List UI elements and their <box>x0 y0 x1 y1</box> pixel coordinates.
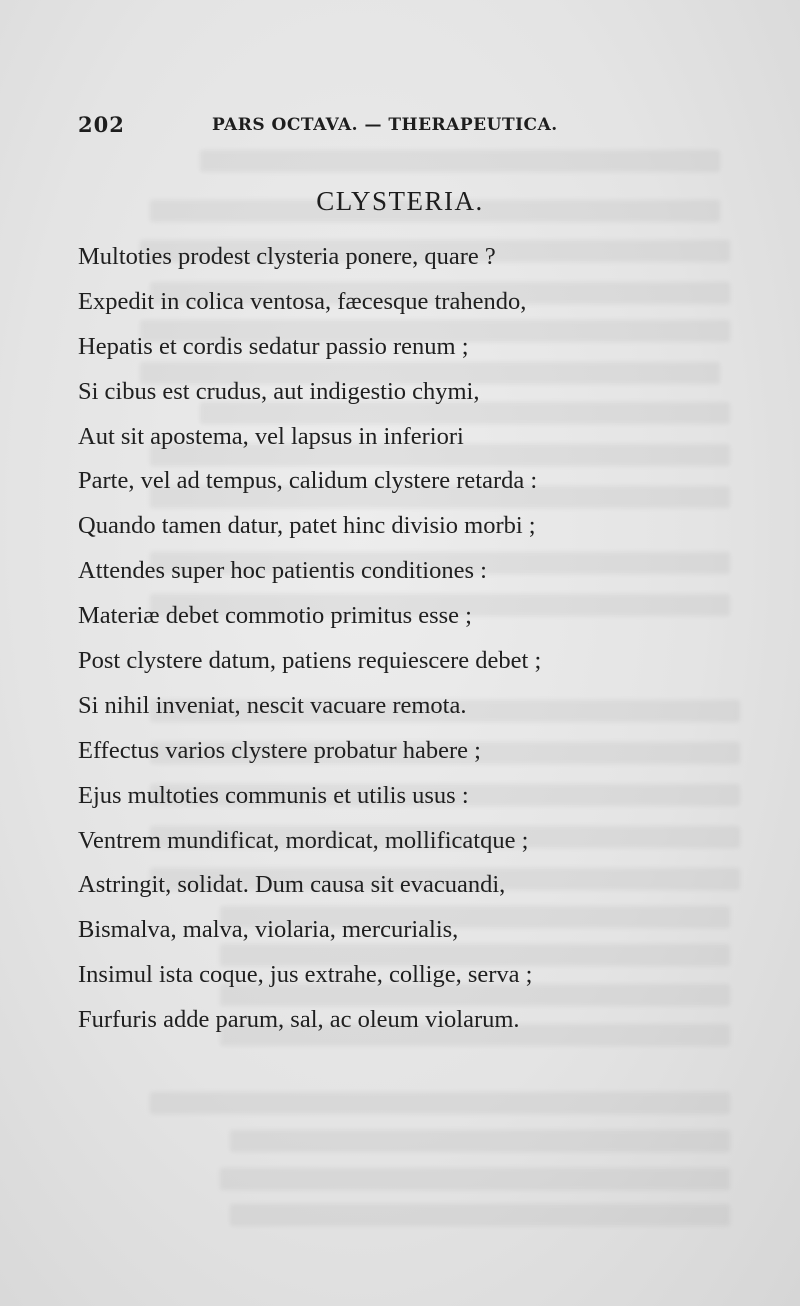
verse-line: Parte, vel ad tempus, calidum clystere retarda : <box>78 467 538 495</box>
page-number: 202 <box>78 112 125 137</box>
verse-line: Effectus varios clystere probatur habere ; <box>78 736 481 764</box>
running-head: PARS OCTAVA. — THERAPEUTICA. <box>212 115 558 135</box>
verse-line: Ventrem mundificat, mordicat, mollificatque ; <box>78 826 529 854</box>
verse-line: Si cibus est crudus, aut indigestio chymi, <box>78 377 480 405</box>
verse-line: Hepatis et cordis sedatur passio renum ; <box>78 332 469 360</box>
verse-line: Quando tamen datur, patet hinc divisio morbi ; <box>78 512 536 540</box>
verse-line: Si nihil inveniat, nescit vacuare remota. <box>78 691 467 719</box>
verse-list <box>78 240 718 1048</box>
verse-line: Expedit in colica ventosa, fæcesque trahendo, <box>78 287 527 315</box>
verse-line: Attendes super hoc patientis conditiones : <box>78 557 487 585</box>
verse-line: Insimul ista coque, jus extrahe, collige, serva ; <box>78 961 533 989</box>
verse-line: Astringit, solidat. Dum causa sit evacuandi, <box>78 871 506 899</box>
verse-line: Post clystere datum, patiens requiescere debet ; <box>78 647 542 675</box>
verse-line: Ejus multoties communis et utilis usus : <box>78 781 469 809</box>
page-header <box>78 112 718 142</box>
verse-line: Materiæ debet commotio primitus esse ; <box>78 602 472 630</box>
verse-line: Bismalva, malva, violaria, mercurialis, <box>78 916 459 944</box>
verse-line: Multoties prodest clysteria ponere, quare ? <box>78 243 496 270</box>
section-title: CLYSTERIA. <box>316 186 484 216</box>
verse-line: Aut sit apostema, vel lapsus in inferiori <box>78 422 464 450</box>
verse-line: Furfuris adde parum, sal, ac oleum violarum. <box>78 1006 520 1034</box>
